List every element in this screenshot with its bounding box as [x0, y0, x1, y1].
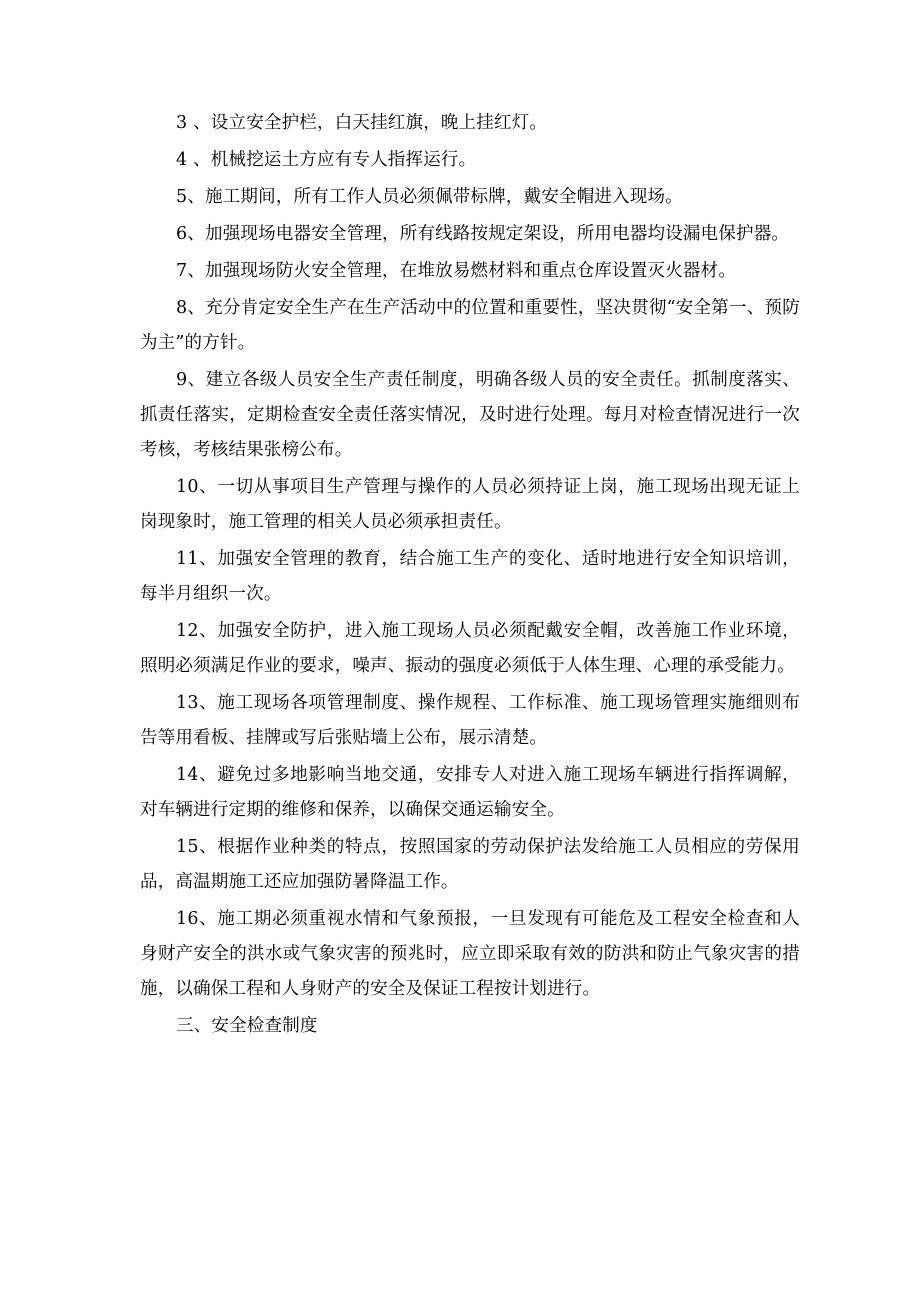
paragraph-item-14: 14、避免过多地影响当地交通，安排专人对进入施工现场车辆进行指挥调解，对车辆进行定期的维修和保养，以确保交通运输安全。: [140, 765, 800, 820]
paragraph-item-11: 11、加强安全管理的教育，结合施工生产的变化、适时地进行安全知识培训，每半月组织一次。: [140, 549, 800, 604]
section-heading: 三、安全检查制度: [176, 1016, 318, 1036]
paragraph-item-10: 10、一切从事项目生产管理与操作的人员必须持证上岗，施工现场出现无证上岗现象时，施工管理的相关人员必须承担责任。: [140, 477, 800, 532]
paragraph-item-16: 16、施工期必须重视水情和气象预报，一旦发现有可能危及工程安全检查和人身财产安全的洪水或气象灾害的预兆时，应立即采取有效的防洪和防止气象灾害的措施，以确保工程和人身财产的安全及保证工程按计划进行。: [140, 909, 800, 999]
paragraph-item-8: 8、充分肯定安全生产在生产活动中的位置和重要性，坚决贯彻“安全第一、预防为主”的方针。: [140, 298, 800, 353]
paragraph-item-5: 5、施工期间，所有工作人员必须佩带标牌，戴安全帽进入现场。: [176, 187, 683, 207]
paragraph-item-13: 13、施工现场各项管理制度、操作规程、工作标准、施工现场管理实施细则布告等用看板、挂牌或写后张贴墙上公布，展示清楚。: [140, 693, 800, 748]
document-body: [140, 106, 800, 1044]
paragraph-item-12: 12、加强安全防护，进入施工现场人员必须配戴安全帽，改善施工作业环境，照明必须满足作业的要求，噪声、振动的强度必须低于人体生理、心理的承受能力。: [140, 621, 800, 676]
paragraph-item-9: 9、建立各级人员安全生产责任制度，明确各级人员的安全责任。抓制度落实、抓责任落实，定期检查安全责任落实情况，及时进行处理。每月对检查情况进行一次考核，考核结果张榜公布。: [140, 370, 800, 460]
paragraph-item-6: 6、加强现场电器安全管理，所有线路按规定架设，所用电器均设漏电保护器。: [176, 224, 790, 244]
paragraph-item-3: 3 、设立安全护栏，白天挂红旗，晚上挂红灯。: [176, 113, 548, 133]
paragraph-item-7: 7、加强现场防火安全管理，在堆放易燃材料和重点仓库设置灭火器材。: [176, 261, 737, 281]
paragraph-item-15: 15、根据作业种类的特点，按照国家的劳动保护法发给施工人员相应的劳保用品，高温期施工还应加强防暑降温工作。: [140, 837, 800, 892]
paragraph-item-4: 4 、机械挖运土方应有专人指挥运行。: [176, 150, 477, 170]
